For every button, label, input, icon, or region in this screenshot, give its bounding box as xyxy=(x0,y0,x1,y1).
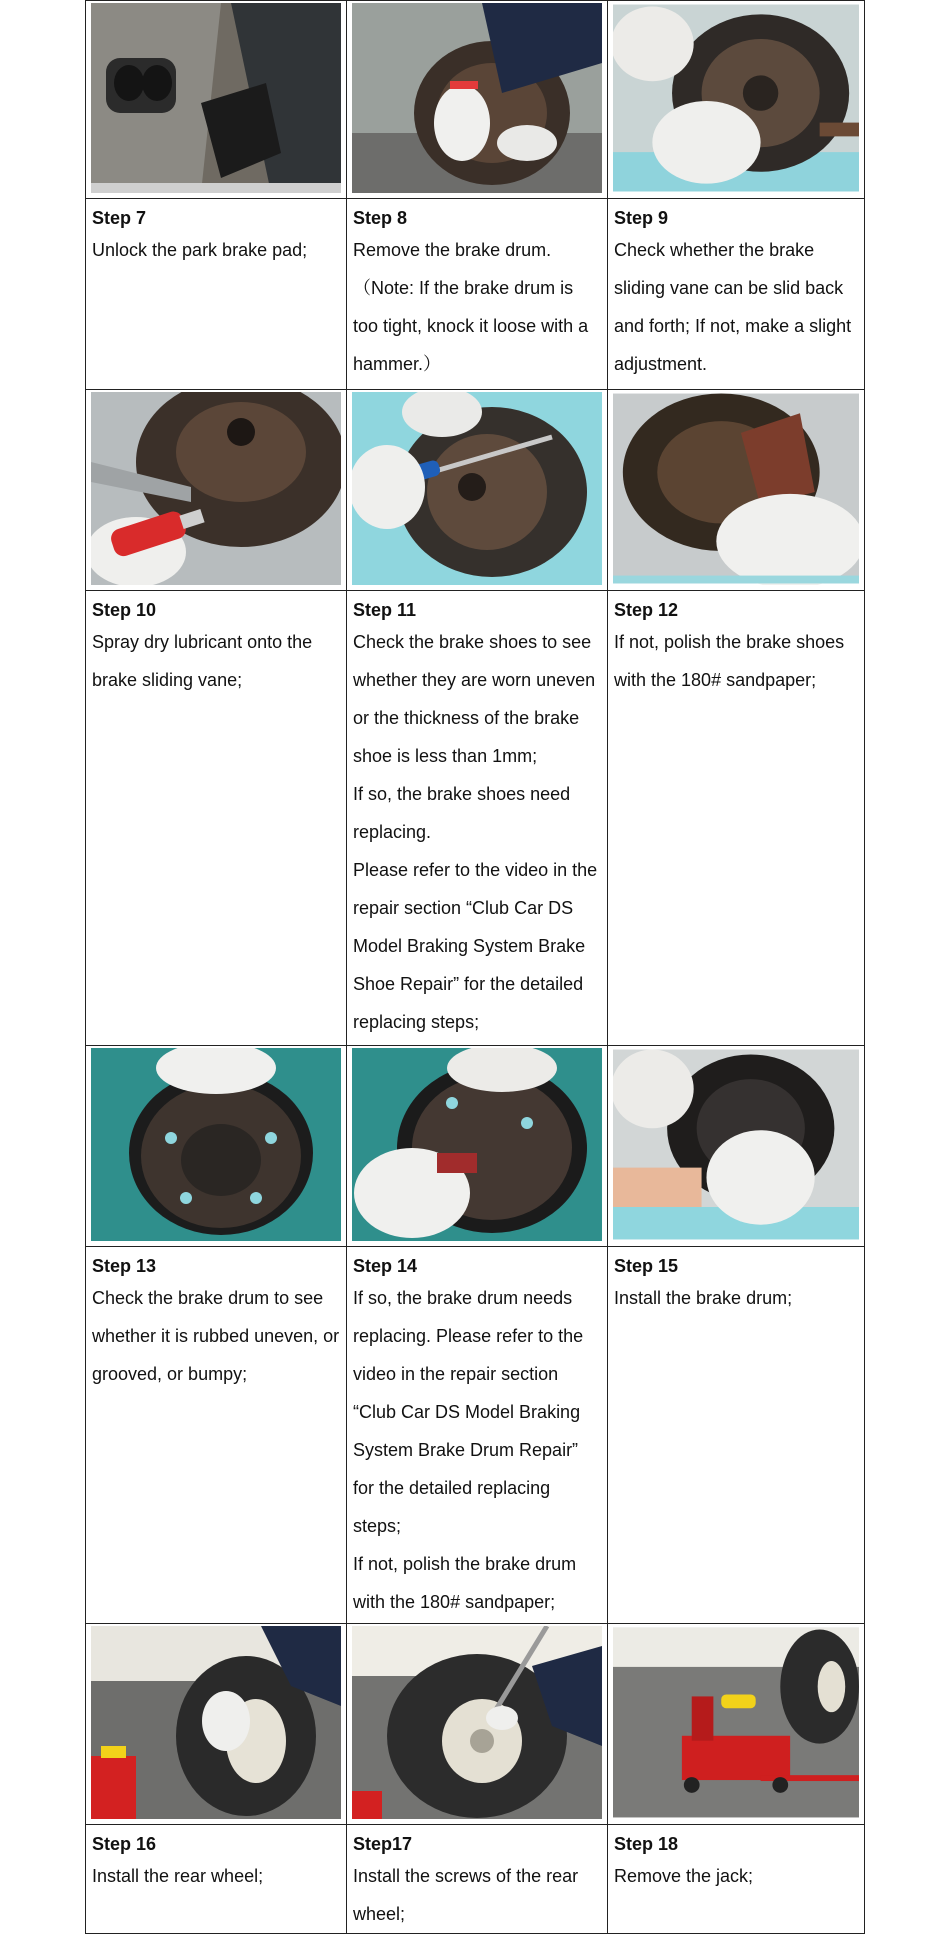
text-row xyxy=(86,1247,865,1624)
screwdriver-photo-icon xyxy=(352,392,602,585)
step-cell xyxy=(608,199,865,390)
step-cell xyxy=(608,1247,865,1624)
step-line: If so, the brake drum needs replacing. Please refer to the video in the repair section “Club Car DS Model Braking System Brake Drum Repair” for the detailed replacing steps; xyxy=(353,1288,584,1536)
photo-row xyxy=(86,1624,865,1825)
step-line: Spray dry lubricant onto the brake sliding vane; xyxy=(92,632,313,690)
step-line: Check the brake drum to see whether it is rubbed uneven, or grooved, or bumpy; xyxy=(92,1288,340,1384)
step-title: Step 16 xyxy=(92,1834,157,1854)
step-line: Unlock the park brake pad; xyxy=(92,240,308,260)
sandpaper-photo-icon xyxy=(613,392,859,585)
step-cell xyxy=(86,1825,347,1934)
step-description xyxy=(92,623,340,699)
step-line: If not, polish the brake drum with the 180# sandpaper; xyxy=(353,1554,577,1612)
wheel-install-photo-icon xyxy=(91,1626,341,1819)
step-title: Step 9 xyxy=(614,208,669,228)
step-cell xyxy=(347,199,608,390)
step-cell xyxy=(608,591,865,1046)
photo-cell-step-17 xyxy=(347,1624,608,1825)
step-title: Step 10 xyxy=(92,600,157,620)
step-cell xyxy=(347,1247,608,1624)
text-row xyxy=(86,591,865,1046)
step-title: Step 8 xyxy=(353,208,408,228)
step-line: （Note: If the brake drum is too tight, knock it loose with a hammer.） xyxy=(353,278,589,374)
wheel-screws-photo-icon xyxy=(352,1626,602,1819)
lubricant-spray-photo-icon xyxy=(91,392,341,585)
step-cell xyxy=(608,1825,865,1934)
drum-polish-photo-icon xyxy=(352,1048,602,1241)
photo-row xyxy=(86,390,865,591)
brake-assembly-photo-icon xyxy=(613,3,859,193)
step-cell xyxy=(86,199,347,390)
step-line: Install the screws of the rear wheel; xyxy=(353,1866,579,1924)
pedal-photo-icon xyxy=(91,3,341,193)
drum-inspection-photo-icon xyxy=(91,1048,341,1241)
step-description xyxy=(92,231,340,269)
steps-table xyxy=(85,0,865,1934)
step-line: Check the brake shoes to see whether they are worn uneven or the thickness of the brake shoe is less than 1mm; xyxy=(353,632,596,766)
step-description xyxy=(614,1857,858,1895)
step-description xyxy=(353,231,601,383)
photo-cell-step-12 xyxy=(608,390,865,591)
text-row xyxy=(86,199,865,390)
photo-cell-step-11 xyxy=(347,390,608,591)
step-description xyxy=(353,623,601,1041)
step-line: If not, polish the brake shoes with the 180# sandpaper; xyxy=(614,632,845,690)
step-description xyxy=(92,1857,340,1895)
photo-cell-step-9 xyxy=(608,1,865,199)
step-description xyxy=(92,1279,340,1393)
photo-cell-step-7 xyxy=(86,1,347,199)
step-title: Step 7 xyxy=(92,208,147,228)
jack-photo-icon xyxy=(613,1626,859,1819)
photo-cell-step-13 xyxy=(86,1046,347,1247)
step-line: Install the brake drum; xyxy=(614,1288,793,1308)
step-line: Please refer to the video in the repair section “Club Car DS Model Braking System Brake Shoe Repair” for the detailed replacing steps; xyxy=(353,860,598,1032)
step-description xyxy=(614,623,858,699)
photo-row xyxy=(86,1,865,199)
photo-cell-step-18 xyxy=(608,1624,865,1825)
photo-cell-step-15 xyxy=(608,1046,865,1247)
text-row xyxy=(86,1825,865,1934)
photo-cell-step-16 xyxy=(86,1624,347,1825)
step-title: Step 12 xyxy=(614,600,679,620)
photo-row xyxy=(86,1046,865,1247)
step-line: Check whether the brake sliding vane can be slid back and forth; If not, make a slight adjustment. xyxy=(614,240,852,374)
step-description xyxy=(614,1279,858,1317)
step-cell xyxy=(347,1825,608,1934)
step-title: Step 15 xyxy=(614,1256,679,1276)
photo-cell-step-10 xyxy=(86,390,347,591)
step-line: Remove the jack; xyxy=(614,1866,754,1886)
step-description xyxy=(614,231,858,383)
drum-removal-photo-icon xyxy=(352,3,602,193)
step-title: Step 13 xyxy=(92,1256,157,1276)
drum-install-photo-icon xyxy=(613,1048,859,1241)
step-line: Remove the brake drum. xyxy=(353,240,552,260)
step-cell xyxy=(86,1247,347,1624)
step-line: If so, the brake shoes need replacing. xyxy=(353,784,571,842)
step-title: Step 11 xyxy=(353,600,417,620)
photo-cell-step-14 xyxy=(347,1046,608,1247)
step-title: Step 14 xyxy=(353,1256,418,1276)
step-title: Step17 xyxy=(353,1834,413,1854)
step-line: Install the rear wheel; xyxy=(92,1866,264,1886)
step-cell xyxy=(86,591,347,1046)
photo-cell-step-8 xyxy=(347,1,608,199)
step-description xyxy=(353,1857,601,1933)
step-title: Step 18 xyxy=(614,1834,679,1854)
step-cell xyxy=(347,591,608,1046)
step-description xyxy=(353,1279,601,1621)
